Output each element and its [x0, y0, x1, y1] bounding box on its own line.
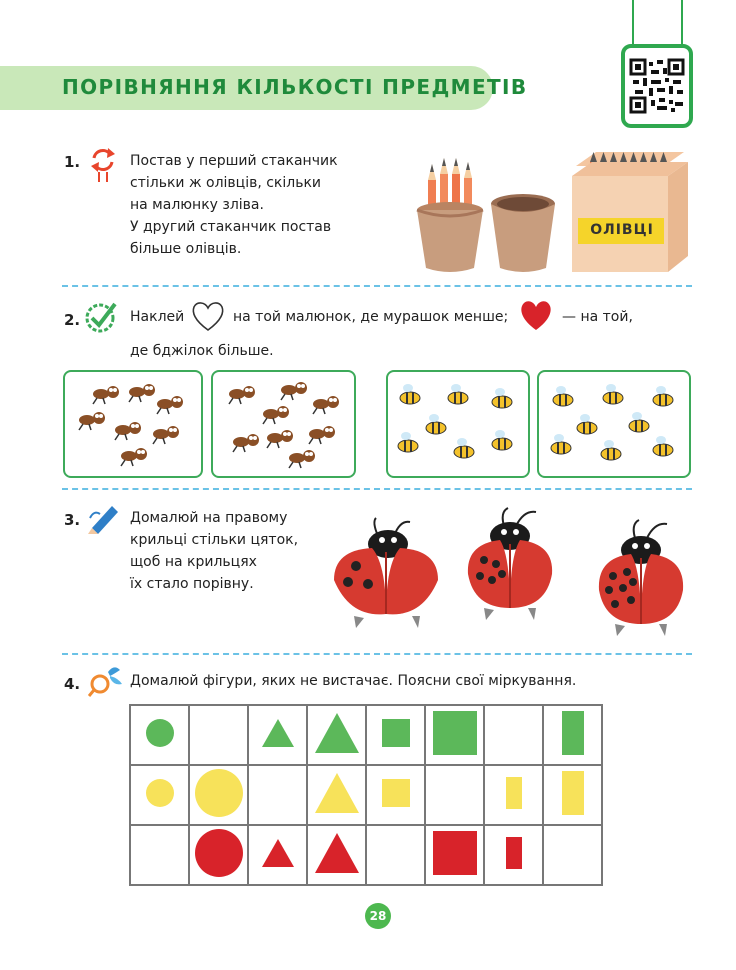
page-number: 28	[365, 903, 391, 929]
big-square-green	[432, 710, 478, 756]
big-rect-yellow	[561, 770, 585, 816]
small-rect-red	[505, 836, 523, 870]
task-4-number: 4.	[64, 675, 81, 693]
shapes-grid	[129, 704, 603, 886]
ant-icon	[121, 448, 147, 466]
ant-icon	[233, 434, 259, 452]
bees-card-1[interactable]	[386, 370, 530, 478]
task-3-line: Домалюй на правому	[130, 510, 288, 526]
task-2-text-d: де бджілок більше.	[130, 343, 274, 359]
bee-icon	[400, 384, 420, 404]
big-circle-red	[194, 828, 244, 878]
grid-cell[interactable]	[543, 765, 602, 825]
ant-icon	[267, 430, 293, 448]
ants-card-1[interactable]	[63, 370, 203, 478]
grid-cell[interactable]	[307, 765, 366, 825]
big-triangle-green	[313, 711, 361, 755]
empty-heart-icon	[190, 300, 226, 332]
small-triangle-green	[260, 717, 296, 749]
grid-cell[interactable]	[425, 825, 484, 885]
bee-icon	[603, 384, 623, 404]
pencil-cup-empty-illustration	[487, 190, 559, 280]
grid-cell[interactable]	[307, 825, 366, 885]
ants-group-7	[65, 372, 201, 476]
bee-icon	[577, 414, 597, 434]
task-3-line: їх стало порівну.	[130, 576, 254, 592]
task-1-text	[130, 150, 410, 260]
grid-cell[interactable]	[130, 705, 189, 765]
grid-cell[interactable]	[425, 705, 484, 765]
ant-icon	[263, 406, 289, 424]
ant-icon	[157, 396, 183, 414]
ant-icon	[79, 412, 105, 430]
red-heart-icon	[518, 298, 554, 332]
grid-cell-empty[interactable]	[248, 765, 307, 825]
ant-icon	[229, 386, 255, 404]
ants-group-8	[213, 372, 354, 476]
grid-cell[interactable]	[189, 765, 248, 825]
bee-icon	[426, 414, 446, 434]
big-circle-yellow	[194, 768, 244, 818]
grid-cell[interactable]	[189, 825, 248, 885]
bee-icon	[551, 434, 571, 454]
big-square-red	[432, 830, 478, 876]
grid-cell[interactable]	[248, 705, 307, 765]
task-4-text: Домалюй фігури, яких не вистачає. Поясни свої міркування.	[130, 673, 577, 689]
small-square-green	[381, 718, 411, 748]
ladybug-illustration-3[interactable]	[593, 516, 689, 640]
task-3-line: щоб на крильцях	[130, 554, 257, 570]
small-square-yellow	[381, 778, 411, 808]
qr-hanger-string	[632, 0, 634, 48]
ants-card-2[interactable]	[211, 370, 356, 478]
grid-cell-empty[interactable]	[189, 705, 248, 765]
bee-icon	[448, 384, 468, 404]
task-1-line: У другий стаканчик постав	[130, 219, 332, 235]
grid-cell-empty[interactable]	[484, 705, 543, 765]
grid-cell-empty[interactable]	[366, 825, 425, 885]
task-2-text-a: Наклей	[130, 309, 185, 325]
grid-row-red	[130, 825, 602, 885]
divider	[62, 488, 692, 490]
task-1-number: 1.	[64, 153, 81, 171]
pencil-box-illustration	[568, 148, 692, 278]
bees-card-2[interactable]	[537, 370, 691, 478]
grid-cell-empty[interactable]	[425, 765, 484, 825]
ant-icon	[93, 386, 119, 404]
bee-icon	[553, 386, 573, 406]
task-2-text-b: на той малюнок, де мурашок менше;	[233, 309, 509, 325]
task-3-number: 3.	[64, 511, 81, 529]
ant-icon	[309, 426, 335, 444]
task-1-line: на малюнку зліва.	[130, 197, 264, 213]
big-triangle-red	[313, 831, 361, 875]
task-1-line: більше олівців.	[130, 241, 242, 257]
ant-icon	[313, 396, 339, 414]
bees-group	[388, 372, 528, 476]
big-triangle-yellow	[313, 771, 361, 815]
grid-cell[interactable]	[543, 705, 602, 765]
small-circle-green	[144, 717, 176, 749]
task-1-line: стільки ж олівців, скільки	[130, 175, 322, 191]
qr-code-icon	[629, 58, 685, 114]
task-2-text-c: — на той,	[562, 309, 633, 325]
bee-icon	[398, 432, 418, 452]
bee-icon	[653, 436, 673, 456]
pencil-box-label: ОЛІВЦІ	[590, 222, 654, 238]
grid-cell[interactable]	[484, 765, 543, 825]
magnifier-butterfly-icon	[88, 664, 126, 698]
qr-hanger-string	[681, 0, 683, 48]
page-title: ПОРІВНЯННЯ КІЛЬКОСТІ ПРЕДМЕТІВ	[62, 75, 528, 99]
grid-cell[interactable]	[484, 825, 543, 885]
divider	[62, 653, 692, 655]
task-2-number: 2.	[64, 311, 81, 329]
small-triangle-red	[260, 837, 296, 869]
repeat-arrows-icon	[88, 144, 118, 184]
grid-cell[interactable]	[366, 705, 425, 765]
pencil-cup-filled-illustration	[414, 150, 486, 280]
grid-cell[interactable]	[130, 765, 189, 825]
bee-icon	[601, 440, 621, 460]
grid-cell[interactable]	[307, 705, 366, 765]
bee-icon	[454, 438, 474, 458]
qr-code-frame[interactable]	[621, 44, 693, 128]
grid-cell-empty[interactable]	[543, 825, 602, 885]
ladybug-illustration-1[interactable]	[328, 514, 446, 632]
pencil-draw-icon	[86, 500, 122, 534]
grid-row-green	[130, 705, 602, 765]
small-circle-yellow	[144, 777, 176, 809]
grid-cell-empty[interactable]	[130, 825, 189, 885]
grid-row-yellow	[130, 765, 602, 825]
ladybug-illustration-2[interactable]	[462, 504, 558, 622]
check-sticker-icon	[82, 298, 120, 336]
ant-icon	[289, 450, 315, 468]
bees-group	[539, 372, 689, 476]
ant-icon	[129, 384, 155, 402]
bee-icon	[492, 430, 512, 450]
task-1-line: Постав у перший стаканчик	[130, 153, 338, 169]
grid-cell[interactable]	[366, 765, 425, 825]
ant-icon	[153, 426, 179, 444]
ant-icon	[281, 382, 307, 400]
divider	[62, 285, 692, 287]
task-3-text	[130, 507, 330, 595]
task-3-line: крильці стільки цяток,	[130, 532, 299, 548]
bee-icon	[629, 412, 649, 432]
ant-icon	[115, 422, 141, 440]
grid-cell[interactable]	[248, 825, 307, 885]
bee-icon	[492, 388, 512, 408]
bee-icon	[653, 386, 673, 406]
small-rect-yellow	[505, 776, 523, 810]
big-rect-green	[561, 710, 585, 756]
